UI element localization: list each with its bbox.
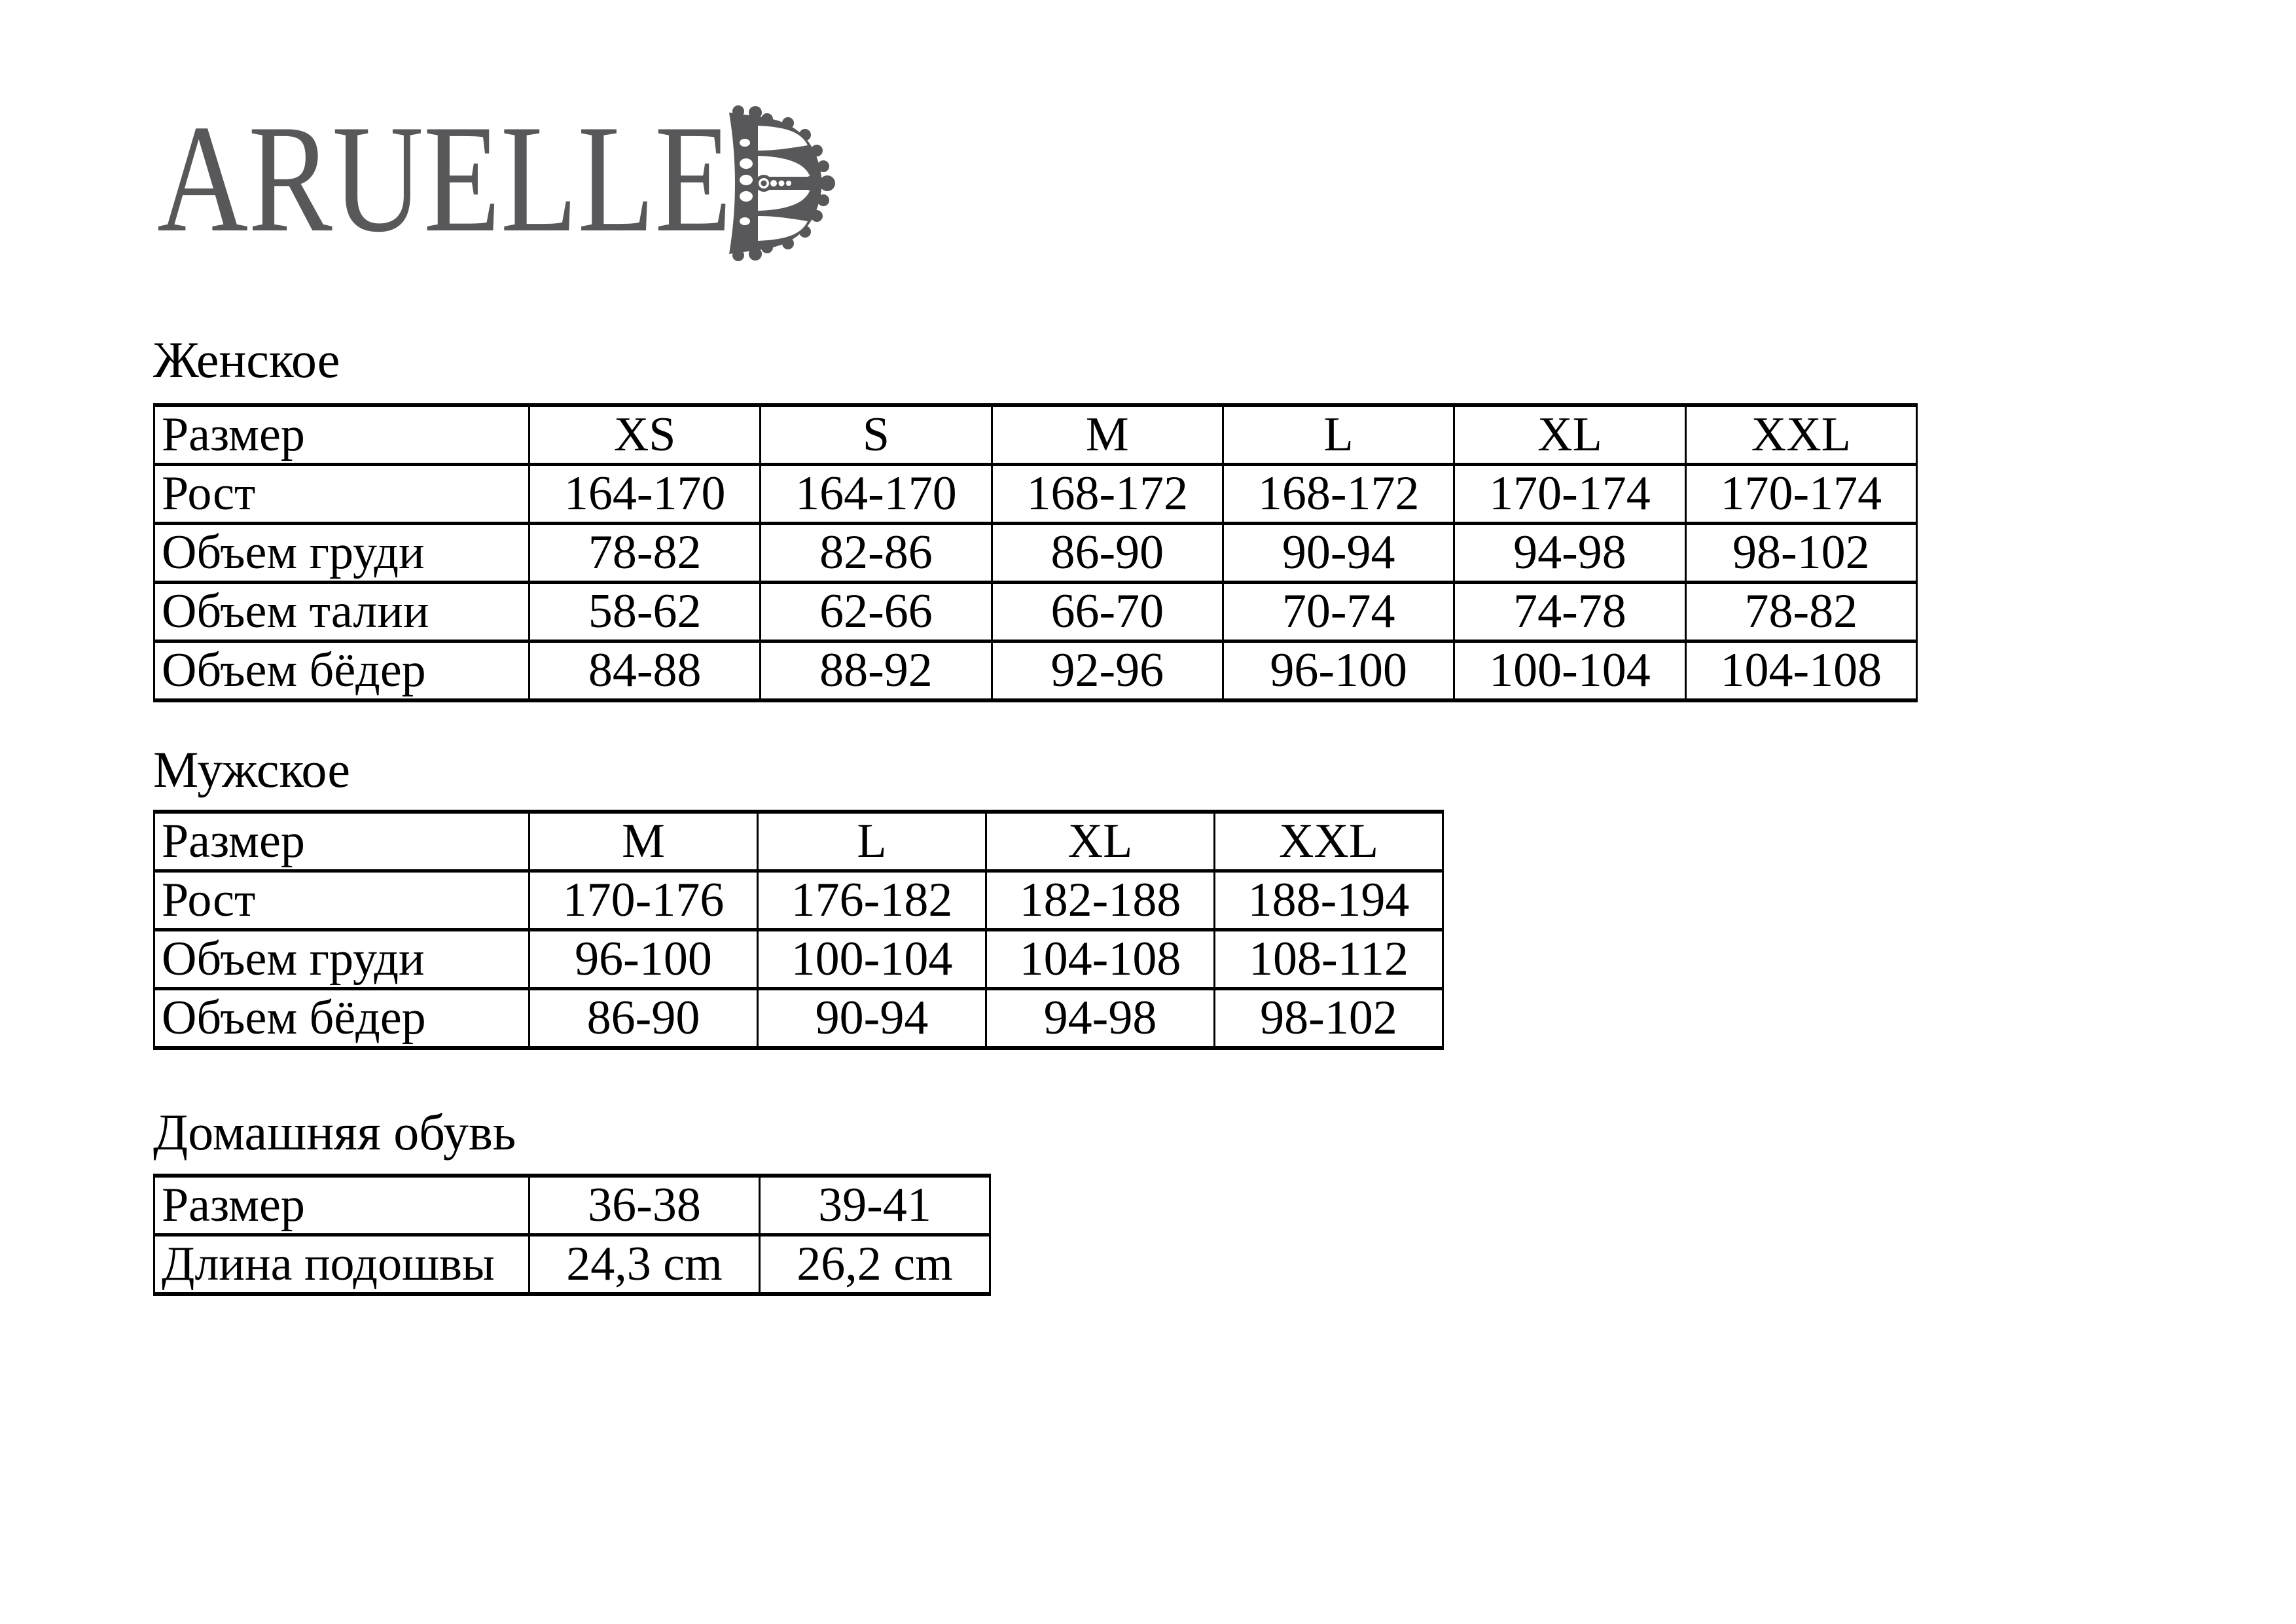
size-value-cell: 94-98 (986, 989, 1215, 1049)
size-value-cell: 90-94 (758, 989, 986, 1049)
section-women (153, 331, 1918, 702)
size-value-cell: 100-104 (758, 930, 986, 989)
measurement-row (154, 930, 1443, 989)
corner-label-cell: Размер (154, 1176, 529, 1235)
measurement-label-cell: Объем бёдер (154, 641, 529, 701)
measurement-row (154, 989, 1443, 1049)
size-value-cell: 92-96 (992, 641, 1223, 701)
size-value-cell: 168-172 (1223, 465, 1454, 524)
measurement-label-cell: Длина подошвы (154, 1235, 529, 1295)
size-value-cell: 86-90 (529, 989, 758, 1049)
brand-logo (157, 92, 851, 288)
size-value-cell: 168-172 (992, 465, 1223, 524)
size-value-cell: 84-88 (529, 641, 761, 701)
size-value-cell: 182-188 (986, 871, 1215, 930)
size-header-row (154, 405, 1917, 465)
size-header-row (154, 1176, 990, 1235)
measurement-row (154, 583, 1917, 641)
size-column-header: XS (529, 405, 761, 465)
section-footwear (153, 1106, 991, 1296)
size-value-cell: 90-94 (1223, 524, 1454, 583)
size-value-cell: 26,2 cm (760, 1235, 990, 1295)
size-value-cell: 98-102 (1215, 989, 1443, 1049)
size-value-cell: 170-174 (1454, 465, 1685, 524)
size-value-cell: 104-108 (986, 930, 1215, 989)
size-value-cell: 104-108 (1685, 641, 1916, 701)
crown-icon (729, 105, 835, 261)
size-value-cell: 78-82 (529, 524, 761, 583)
size-value-cell: 96-100 (529, 930, 758, 989)
size-value-cell: 170-174 (1685, 465, 1916, 524)
size-column-header: XL (1454, 405, 1685, 465)
measurement-label-cell: Объем талии (154, 583, 529, 641)
footwear-size-table (153, 1174, 991, 1296)
size-value-cell: 94-98 (1454, 524, 1685, 583)
size-value-cell: 74-78 (1454, 583, 1685, 641)
size-column-header: 36-38 (529, 1176, 760, 1235)
size-value-cell: 100-104 (1454, 641, 1685, 701)
measurement-row (154, 524, 1917, 583)
size-value-cell: 62-66 (761, 583, 992, 641)
section-title-women: Женское (153, 331, 340, 388)
size-column-header: XXL (1685, 405, 1916, 465)
size-column-header: L (1223, 405, 1454, 465)
size-value-cell: 66-70 (992, 583, 1223, 641)
section-title-men: Мужское (153, 741, 350, 798)
size-column-header: L (758, 812, 986, 871)
measurement-row (154, 871, 1443, 930)
size-column-header: 39-41 (760, 1176, 990, 1235)
size-column-header: XXL (1215, 812, 1443, 871)
size-value-cell: 24,3 cm (529, 1235, 760, 1295)
size-header-row (154, 812, 1443, 871)
section-title-footwear: Домашняя обувь (153, 1104, 516, 1161)
size-value-cell: 98-102 (1685, 524, 1916, 583)
size-value-cell: 70-74 (1223, 583, 1454, 641)
size-value-cell: 188-194 (1215, 871, 1443, 930)
corner-label-cell: Размер (154, 812, 529, 871)
size-value-cell: 164-170 (761, 465, 992, 524)
section-men (153, 741, 1444, 1050)
measurement-label-cell: Объем груди (154, 524, 529, 583)
measurement-row (154, 1235, 990, 1295)
measurement-label-cell: Рост (154, 465, 529, 524)
size-value-cell: 82-86 (761, 524, 992, 583)
size-value-cell: 176-182 (758, 871, 986, 930)
brand-name: ARUELLE (157, 94, 732, 264)
measurement-label-cell: Объем груди (154, 930, 529, 989)
size-column-header: M (529, 812, 758, 871)
size-value-cell: 108-112 (1215, 930, 1443, 989)
size-column-header: M (992, 405, 1223, 465)
measurement-label-cell: Рост (154, 871, 529, 930)
size-value-cell: 96-100 (1223, 641, 1454, 701)
size-value-cell: 88-92 (761, 641, 992, 701)
women-size-table (153, 403, 1918, 702)
size-value-cell: 78-82 (1685, 583, 1916, 641)
men-size-table (153, 810, 1444, 1050)
size-value-cell: 170-176 (529, 871, 758, 930)
size-column-header: S (761, 405, 992, 465)
measurement-row (154, 641, 1917, 701)
size-value-cell: 164-170 (529, 465, 761, 524)
size-column-header: XL (986, 812, 1215, 871)
size-value-cell: 86-90 (992, 524, 1223, 583)
measurement-label-cell: Объем бёдер (154, 989, 529, 1049)
corner-label-cell: Размер (154, 405, 529, 465)
size-value-cell: 58-62 (529, 583, 761, 641)
measurement-row (154, 465, 1917, 524)
